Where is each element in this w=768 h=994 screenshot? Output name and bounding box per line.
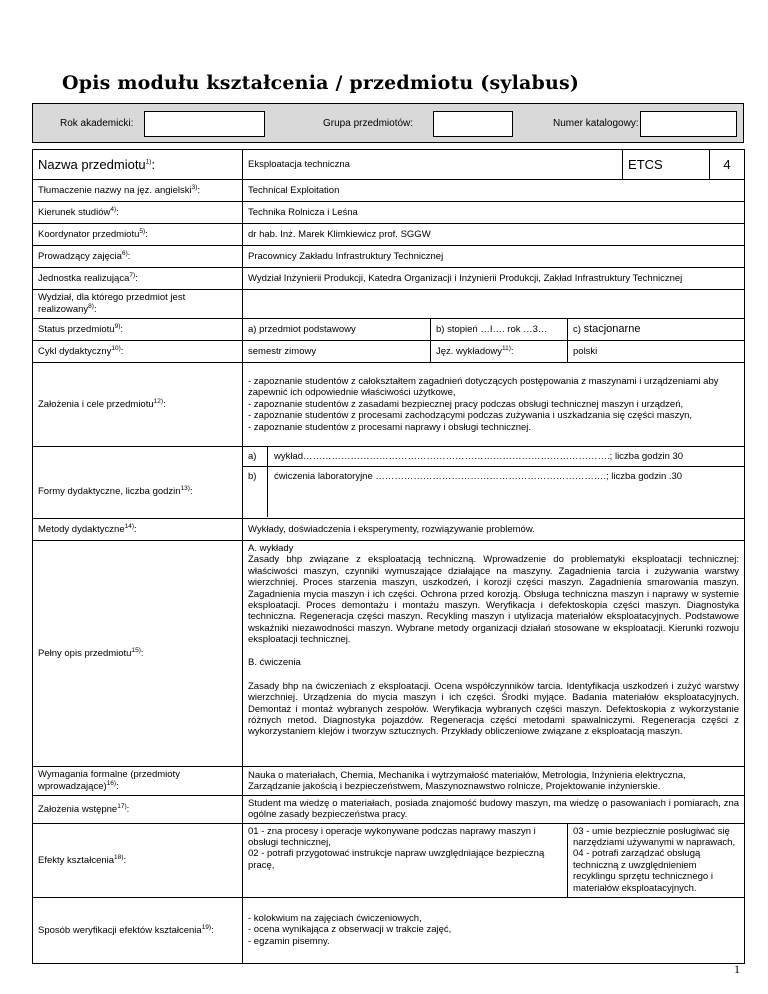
wydzial-label: Wydział, dla którego przedmiot jest realizowany$^{8)}$:	[33, 290, 243, 319]
kierunek-value: Technika Rolnicza i Leśna	[243, 202, 745, 224]
zalozenia-line: - zapoznanie studentów z procesami naprawy i obsługi technicznej.	[248, 421, 532, 433]
pelny-a-text: Zasady bhp związane z eksploatacją techniczną. Wprowadzenie do problematyki eksploatacji technicznej: właściwości maszyn, czynniki wymuszające działające na maszyny. Zagadnienia tarcia i zużywania warstwy wierzchniej. Proces starzenia maszyn, uszkodzeń, i korozji części maszyn. Zagadnienia smarowania maszyn. Zagadnienia mycia maszyn i ich części. Ochrona przed korozją. Obsługa techniczna maszyn i naprawy w systemie eksploatacji. Proces demontażu i montażu maszyn. Weryfikacja i defektoskopia części maszyn. Diagnostyka techniczna. Regeneracja części maszyn. Recykling maszyn i utylizacja materiałów eksploatacyjnych. Podstawowe wskaźniki niezawodności maszyn. Wybrane metody organizacji działań stosowane w eksploatacji. Kierunki rozwoju eksploatacji technicznej.	[248, 554, 740, 646]
cykl-label: Cykl dydaktyczny$^{10)}$:	[33, 340, 243, 362]
row-metody	[33, 518, 745, 540]
row-sposob	[33, 897, 745, 963]
page-number: 1	[734, 962, 740, 976]
efekty-right	[568, 823, 745, 897]
zalozenia-line: - zapoznanie studentów z zasadami bezpiecznej pracy podczas obsługi technicznej maszyn i urządzeń,	[248, 398, 684, 410]
jezyk-label: Jęz. wykładowy$^{11)}$:	[431, 340, 568, 362]
rok-akademicki-field[interactable]	[144, 111, 265, 137]
prowadzacy-value: Pracownicy Zakładu Infrastruktury Technicznej	[243, 246, 745, 268]
row-formy	[33, 446, 745, 518]
jednostka-value: Wydział Inżynierii Produkcji, Katedra Organizacji i Inżynierii Produkcji, Zakład Infrastruktury Technicznej	[243, 268, 745, 290]
nazwa-value: Eksploatacja techniczna	[243, 150, 623, 180]
kierunek-label: Kierunek studiów$^{4)}$:	[33, 202, 243, 224]
efekty-item: 03 - umie bezpiecznie posługiwać się narzędziami używanymi w naprawach,	[573, 825, 736, 849]
metody-value: Wykłady, doświadczenia i eksperymenty, rozwiązywanie problemów.	[243, 518, 745, 540]
status-c: c) stacjonarne	[568, 318, 745, 340]
zalozenia-wstepne-label: Założenia wstępne$^{17)}$:	[33, 795, 243, 823]
sposob-value	[243, 897, 745, 963]
header-grey-band	[32, 103, 744, 143]
sposob-line: - ocena wynikająca z obserwacji w trakcie zajęć,	[248, 924, 452, 936]
row-nazwa	[33, 150, 745, 180]
efekty-item: 01 - zna procesy i operacje wykonywane podczas naprawy maszyn i obsługi technicznej,	[248, 825, 536, 849]
grupa-przedmiotow-label: Grupa przedmiotów:	[323, 118, 414, 129]
row-jednostka	[33, 268, 745, 290]
efekty-item: 04 - potrafi zarządzać obsługą techniczną z uwzględnieniem recyklingu sprzętu technicznego i materiałów eksploatacyjnych.	[573, 848, 713, 894]
numer-katalogowy-field[interactable]	[640, 111, 737, 137]
wymagania-value: Nauka o materiałach, Chemia, Mechanika i wytrzymałość materiałów, Metrologia, Inżynieria elektryczna, Zarządzanie jakością i bezpieczeństwem, Maszynoznawstwo rolnicze, Projektowanie inżynierskie.	[243, 766, 745, 795]
rok-akademicki-label: Rok akademicki:	[60, 118, 134, 129]
row-efekty	[33, 823, 745, 897]
tlumaczenie-value: Technical Exploitation	[243, 180, 745, 202]
prowadzacy-label: Prowadzący zajęcia$^{6)}$:	[33, 246, 243, 268]
koordynator-label: Koordynator przedmiotu$^{5)}$:	[33, 224, 243, 246]
formy-a-text: wykład…………………………………………………………………………………….; liczba godzin 30	[268, 447, 745, 467]
pelny-opis-label: Pełny opis przedmiotu$^{15)}$:	[33, 540, 243, 766]
numer-katalogowy-label: Numer katalogowy:	[553, 118, 639, 129]
jezyk-value: polski	[568, 340, 745, 362]
jednostka-label: Jednostka realizująca$^{7)}$:	[33, 268, 243, 290]
zalozenia-value	[243, 362, 745, 446]
row-kierunek	[33, 202, 745, 224]
row-cykl	[33, 340, 745, 362]
pelny-b-head: B. ćwiczenia	[248, 657, 301, 669]
formy-value	[243, 446, 745, 518]
metody-label: Metody dydaktyczne$^{14)}$:	[33, 518, 243, 540]
nazwa-label: Nazwa przedmiotu$^{1)}$:	[33, 150, 243, 180]
grupa-przedmiotow-field[interactable]	[433, 111, 513, 137]
page-title: Opis modułu kształcenia / przedmiotu (sylabus)	[62, 72, 580, 94]
sposob-line: - kolokwium na zajęciach ćwiczeniowych,	[248, 913, 422, 925]
row-zalozenia-wstepne	[33, 795, 745, 823]
pelny-b-text: Zasady bhp na ćwiczeniach z eksploatacji. Ocena współczynników tarcia. Identyfikacja uszkodzeń i zużyć warstwy wierzchniej. Urządzenia do mycia maszyn i ich części. Środki myjące. Badania materiałów eksploatacyjnych. Demontaż i montaż wybranych zespołów. Weryfikacja wybranych części maszyn. Defektoskopia z wykorzystanie różnych metod. Diagnostyka pojazdów. Regeneracja części metodami spawalniczymi. Regeneracja części z wykorzystaniem klejów i tworzyw sztucznych. Przykłady obliczeniowe związane z eksploatacją maszyn.	[248, 680, 740, 738]
zalozenia-line: - zapoznanie studentów z procesami zachodzącymi podczas zużywania i uszkadzania się części maszyn,	[248, 410, 693, 422]
ects-label: ETCS	[623, 150, 710, 180]
cykl-value: semestr zimowy	[243, 340, 431, 362]
zalozenia-line: - zapoznanie studentów z całokształtem zagadnień dotyczących postępowania z maszynami i urządzeniami aby zapewnić ich odpowiednie właściwości użytkowe,	[248, 375, 719, 399]
row-koordynator	[33, 224, 745, 246]
row-zalozenia	[33, 362, 745, 446]
status-a: a) przedmiot podstawowy	[243, 318, 431, 340]
sposob-label: Sposób weryfikacji efektów kształcenia$^{19)}$:	[33, 897, 243, 963]
tlumaczenie-label: Tłumaczenie nazwy na jęz. angielski$^{3)}$:	[33, 180, 243, 202]
syllabus-table	[32, 149, 745, 964]
wymagania-label: Wymagania formalne (przedmioty wprowadzające)$^{16)}$:	[33, 766, 243, 795]
efekty-left	[243, 823, 568, 897]
pelny-a-head: A. wykłady	[248, 542, 294, 554]
status-label: Status przedmiotu$^{9)}$:	[33, 318, 243, 340]
ects-value: 4	[710, 150, 745, 180]
koordynator-value: dr hab. Inż. Marek Klimkiewicz prof. SGGW	[243, 224, 745, 246]
formy-label: Formy dydaktyczne, liczba godzin$^{13)}$:	[33, 446, 243, 518]
wydzial-value	[243, 290, 745, 319]
formy-b-text: ćwiczenia laboratoryjne ……………………………………………………………….; liczba godzin .30	[274, 471, 683, 483]
sposob-line: - egzamin pisemny.	[248, 935, 330, 947]
formy-a-letter: a)	[243, 447, 268, 467]
row-pelny-opis	[33, 540, 745, 766]
row-wymagania	[33, 766, 745, 795]
zalozenia-label: Założenia i cele przedmiotu$^{12)}$:	[33, 362, 243, 446]
pelny-opis-value	[243, 540, 745, 766]
row-status	[33, 318, 745, 340]
row-prowadzacy	[33, 246, 745, 268]
zalozenia-wstepne-value: Student ma wiedzę o materiałach, posiada znajomość budowy maszyn, ma wiedzę o pasowaniach i pomiarach, zna ogólne zasady bezpieczeństwa pracy.	[243, 795, 745, 823]
efekty-item: 02 - potrafi przygotować instrukcje napraw uwzględniające bezpieczną pracę,	[248, 848, 545, 871]
formy-b-letter: b)	[243, 467, 268, 487]
efekty-label: Efekty kształcenia$^{18)}$:	[33, 823, 243, 897]
status-b: b) stopień …I…. rok …3…	[431, 318, 568, 340]
row-tlumaczenie	[33, 180, 745, 202]
row-wydzial	[33, 290, 745, 319]
